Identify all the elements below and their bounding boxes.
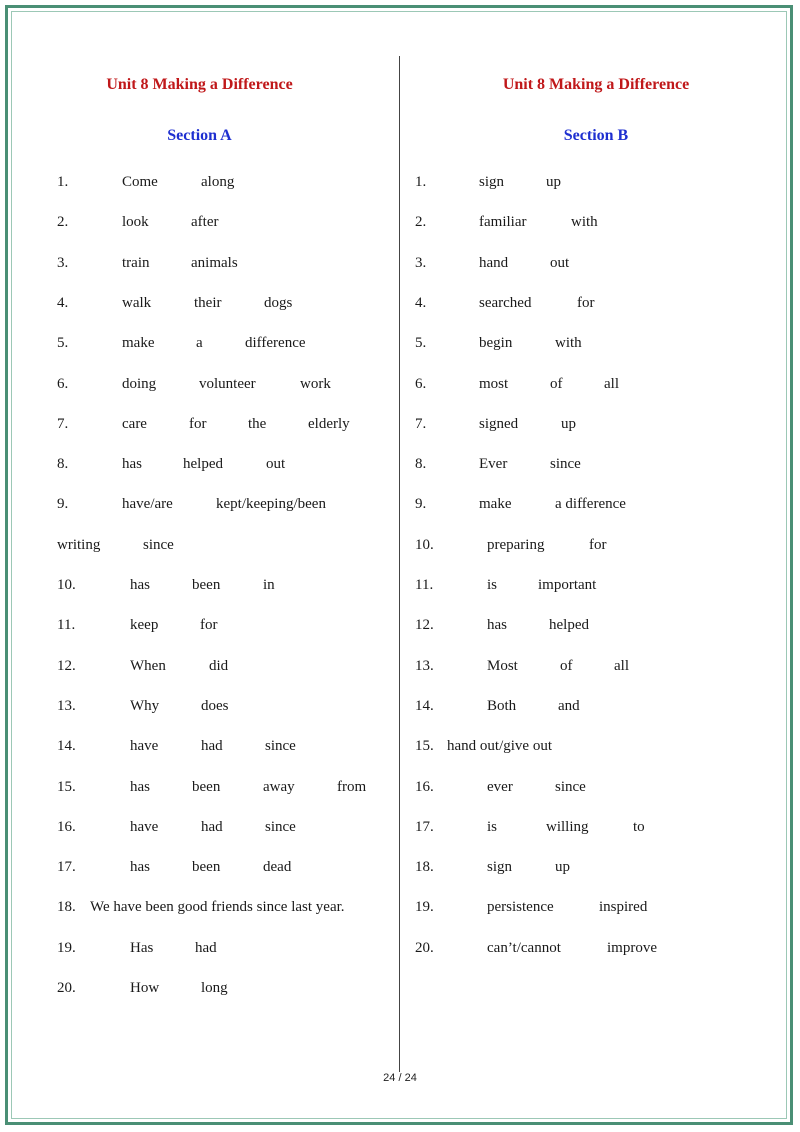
answer-word: familiar [479,214,527,230]
section-a-answer-row [0,413,399,435]
section-a-answer-row [0,252,399,274]
answer-word: work [300,376,331,392]
answer-word: since [550,456,581,472]
section-a-answer-row [0,937,399,959]
answer-word: helped [549,617,589,633]
item-number: 1. [415,174,427,190]
item-number: 15. [57,779,76,795]
item-number: 15. [415,738,434,754]
answer-word: have [130,819,159,835]
section-b-answer-row [400,614,792,636]
answer-word: since [265,819,296,835]
answer-word: inspired [599,899,648,915]
answer-word: has [130,779,150,795]
answer-word: searched [479,295,532,311]
item-number: 17. [415,819,434,835]
section-b-title: Section B [563,127,629,144]
item-number: 19. [57,940,76,956]
section-a-answer-row [0,332,399,354]
item-number: 7. [57,416,69,432]
answer-word: since [555,779,586,795]
answer-word: is [487,577,498,593]
answer-word: does [201,698,229,714]
section-a-answer-row [0,373,399,395]
section-b-answer-row [400,493,792,515]
section-a-answer-row [0,171,399,193]
item-number: 5. [57,335,69,351]
section-a-answer-row [0,856,399,878]
section-b-answer-row [400,534,792,556]
item-number: 20. [415,940,434,956]
answer-word: improve [607,940,657,956]
section-a-answer-row [0,614,399,636]
answer-word: been [192,779,221,795]
answer-word: after [191,214,219,230]
section-b-answer-row [400,816,792,838]
answer-word: Has [130,940,154,956]
answer-word: ever [487,779,513,795]
unit-title-left: Unit 8 Making a Difference [106,76,293,93]
answer-word: has [487,617,507,633]
item-number: 10. [415,537,434,553]
answer-word: have/are [122,496,173,512]
section-a-answer-row [0,211,399,233]
answer-word: long [201,980,228,996]
item-number: 6. [57,376,69,392]
item-number: 14. [57,738,76,754]
section-a-answer-row [0,977,399,999]
item-number: 11. [57,617,76,633]
answer-word: Come [122,174,158,190]
item-number: 12. [415,617,434,633]
answer-word: had [195,940,217,956]
section-a-answer-row [0,655,399,677]
answer-word: out [550,255,570,271]
item-number: 17. [57,859,76,875]
section-b-answer-row [400,252,792,274]
answer-word: begin [479,335,513,351]
answer-word: away [263,779,295,795]
answer-word: a difference [555,496,626,512]
answer-word: their [194,295,222,311]
section-a-answer-row [0,735,399,757]
answer-word: have [130,738,159,754]
section-a-answer-row [0,816,399,838]
item-number: 13. [57,698,76,714]
answer-word: to [633,819,645,835]
section-b-answer-row [400,292,792,314]
answer-word: train [122,255,150,271]
item-number: 3. [57,255,69,271]
item-number: 14. [415,698,434,714]
answer-word: walk [122,295,152,311]
column-divider [399,56,400,1072]
section-a-answer-row [0,695,399,717]
answer-word: all [614,658,629,674]
item-number: 20. [57,980,76,996]
answer-word: hand out/give out [447,738,552,754]
answer-word: since [143,537,174,553]
section-a-answer-row [0,493,399,515]
section-a-answer-row [0,453,399,475]
answer-word: sign [479,174,505,190]
section-b-answer-row [400,896,792,918]
answer-word: We have been good friends since last year. [90,899,345,915]
item-number: 18. [415,859,434,875]
answer-word: up [555,859,570,875]
answer-word: all [604,376,619,392]
answer-word: look [122,214,149,230]
section-b-answer-row [400,332,792,354]
section-b-answer-row [400,655,792,677]
section-b-answer-row [400,735,792,757]
item-number: 4. [415,295,427,311]
answer-word: important [538,577,597,593]
answer-word: Ever [479,456,508,472]
section-b-answer-row [400,171,792,193]
answer-word: hand [479,255,509,271]
answer-word: make [479,496,512,512]
answer-word: a [196,335,203,351]
item-number: 16. [415,779,434,795]
answer-word: writing [57,537,101,553]
item-number: 12. [57,658,76,674]
answer-word: of [550,376,563,392]
item-number: 18. [57,899,76,915]
item-number: 16. [57,819,76,835]
answer-word: How [130,980,160,996]
answer-word: and [558,698,580,714]
item-number: 2. [57,214,69,230]
answer-word: care [122,416,147,432]
answer-word: keep [130,617,159,633]
section-b-answer-row [400,373,792,395]
page-number: 24 / 24 [383,1072,417,1084]
item-number: 3. [415,255,427,271]
answer-word: Most [487,658,518,674]
answer-word: had [201,819,223,835]
section-b-answer-row [400,413,792,435]
answer-word: up [546,174,561,190]
answer-word: the [248,416,267,432]
answer-word: persistence [487,899,554,915]
answer-word: has [130,577,150,593]
item-number: 6. [415,376,427,392]
answer-word: for [189,416,207,432]
section-b-answer-row [400,856,792,878]
unit-title-right: Unit 8 Making a Difference [502,76,690,93]
item-number: 9. [57,496,69,512]
item-number: 1. [57,174,69,190]
item-number: 10. [57,577,76,593]
answer-word: Both [487,698,517,714]
answer-word: for [200,617,218,633]
item-number: 2. [415,214,427,230]
answer-word: willing [546,819,589,835]
answer-word: had [201,738,223,754]
section-b-answer-row [400,211,792,233]
item-number: 5. [415,335,427,351]
answer-word: kept/keeping/been [216,496,326,512]
section-a-answer-row [0,292,399,314]
answer-word: animals [191,255,238,271]
answer-word: Why [130,698,160,714]
answer-word: since [265,738,296,754]
answer-word: in [263,577,275,593]
answer-word: can’t/cannot [487,940,561,956]
answer-word: most [479,376,509,392]
section-b-answer-row [400,776,792,798]
answer-word: signed [479,416,519,432]
section-a-answer-row [0,574,399,596]
section-a-answer-row [0,776,399,798]
item-number: 19. [415,899,434,915]
answer-word: preparing [487,537,545,553]
item-number: 8. [57,456,69,472]
answer-word: of [560,658,573,674]
answer-word: been [192,859,221,875]
item-number: 8. [415,456,427,472]
section-a-answer-row [0,896,399,918]
section-b-answer-row [400,695,792,717]
answer-word: dogs [264,295,293,311]
section-b-answer-row [400,937,792,959]
answer-word: volunteer [199,376,256,392]
section-b-answer-row [400,453,792,475]
answer-word: difference [245,335,306,351]
answer-word: up [561,416,576,432]
answer-word: dead [263,859,292,875]
answer-word: doing [122,376,157,392]
answer-word: elderly [308,416,350,432]
answer-word: helped [183,456,223,472]
answer-word: for [577,295,595,311]
answer-word: did [209,658,229,674]
item-number: 13. [415,658,434,674]
answer-word: with [571,214,598,230]
answer-word: from [337,779,367,795]
answer-word: along [201,174,235,190]
answer-word: for [589,537,607,553]
item-number: 11. [415,577,434,593]
item-number: 9. [415,496,427,512]
section-a-title: Section A [167,127,232,144]
item-number: 4. [57,295,69,311]
answer-word: make [122,335,155,351]
answer-word: has [130,859,150,875]
item-number: 7. [415,416,427,432]
answer-word: out [266,456,286,472]
answer-word: has [122,456,142,472]
section-a-answer-row [0,534,399,556]
section-b-answer-row [400,574,792,596]
answer-word: been [192,577,221,593]
answer-word: is [487,819,498,835]
answer-word: When [130,658,166,674]
answer-word: with [555,335,582,351]
answer-word: sign [487,859,513,875]
